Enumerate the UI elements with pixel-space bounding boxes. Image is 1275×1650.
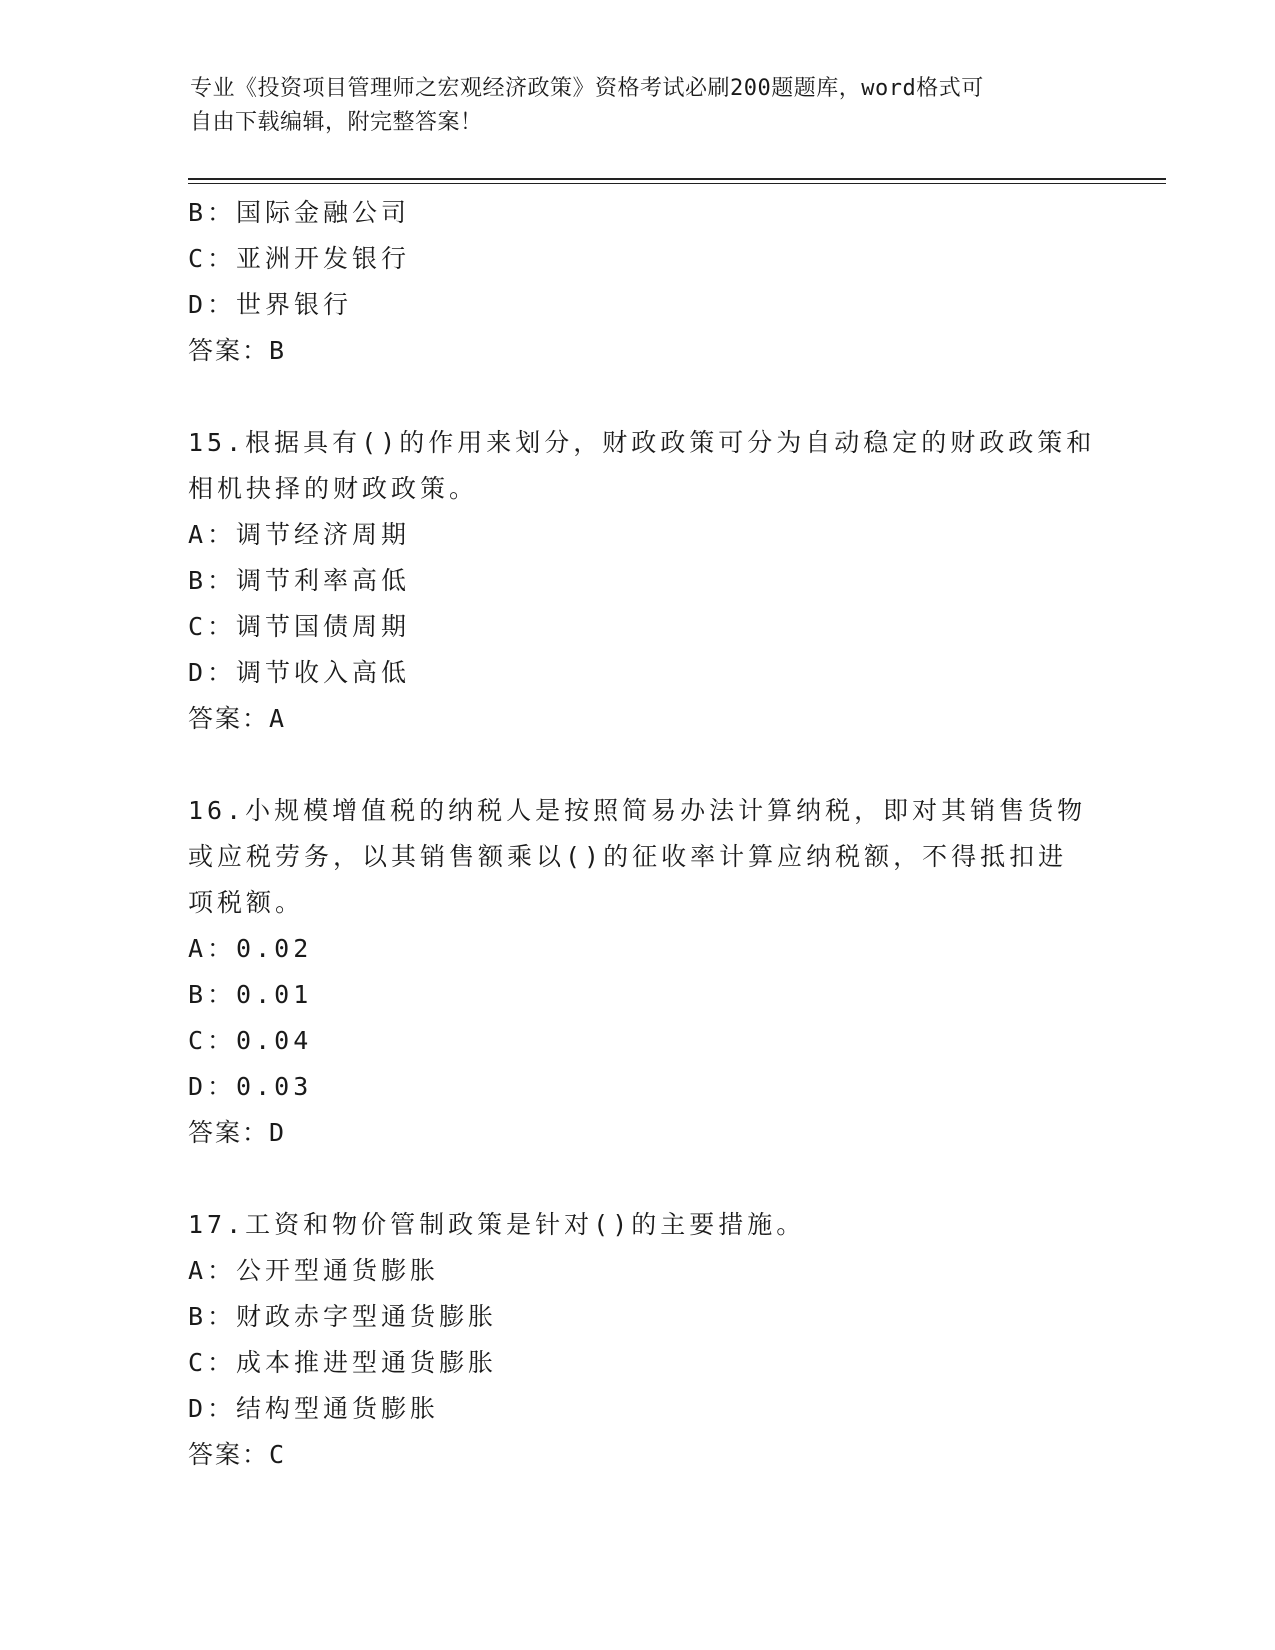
spacer <box>188 374 1088 420</box>
header-divider-thin <box>188 183 1166 184</box>
option-b: B：0.01 <box>188 980 313 1009</box>
option-a: A：公开型通货膨胀 <box>188 1256 440 1285</box>
option-d: D：结构型通货膨胀 <box>188 1394 440 1423</box>
option-c: C：0.04 <box>188 1026 313 1055</box>
option-c: C：成本推进型通货膨胀 <box>188 1348 498 1377</box>
answer: 答案：A <box>188 704 287 733</box>
question-text: 或应税劳务，以其销售额乘以()的征收率计算应纳税额，不得抵扣进 <box>188 842 1068 871</box>
document-header <box>190 72 1090 140</box>
option-a: A：0.02 <box>188 934 313 963</box>
question-17 <box>188 1202 1088 1478</box>
option-d: D：调节收入高低 <box>188 658 411 687</box>
question-14-tail <box>188 190 1088 374</box>
header-line-1: 专业《投资项目管理师之宏观经济政策》资格考试必刷200题题库，word格式可 <box>190 76 984 101</box>
spacer <box>188 742 1088 788</box>
option-a: A：调节经济周期 <box>188 520 411 549</box>
option-c: C：调节国债周期 <box>188 612 411 641</box>
option-b: B：财政赤字型通货膨胀 <box>188 1302 498 1331</box>
option-b: B：调节利率高低 <box>188 566 411 595</box>
option-d: D：0.03 <box>188 1072 313 1101</box>
answer: 答案：C <box>188 1440 287 1469</box>
question-text: 相机抉择的财政政策。 <box>188 474 479 503</box>
question-text: 项税额。 <box>188 888 305 917</box>
answer: 答案：B <box>188 336 287 365</box>
option-c: C：亚洲开发银行 <box>188 244 411 273</box>
option-d: D：世界银行 <box>188 290 353 319</box>
spacer <box>188 1156 1088 1202</box>
question-list <box>188 190 1096 1478</box>
question-text: 15.根据具有()的作用来划分，财政政策可分为自动稳定的财政政策和 <box>188 428 1096 457</box>
header-line-2: 自由下载编辑，附完整答案！ <box>190 110 483 135</box>
header-divider <box>188 178 1166 180</box>
question-16 <box>188 788 1088 1156</box>
answer: 答案：D <box>188 1118 287 1147</box>
question-text: 17.工资和物价管制政策是针对()的主要措施。 <box>188 1210 806 1239</box>
question-15 <box>188 420 1096 742</box>
option-b: B：国际金融公司 <box>188 198 411 227</box>
question-text: 16.小规模增值税的纳税人是按照简易办法计算纳税，即对其销售货物 <box>188 796 1087 825</box>
